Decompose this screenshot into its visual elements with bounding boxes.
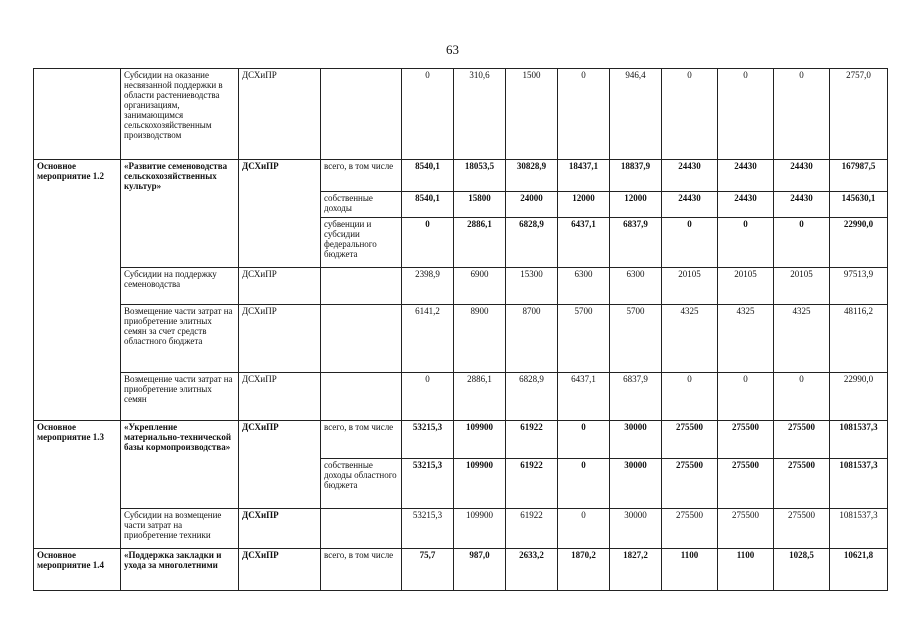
executor-cell: ДСХиПР [239,509,321,549]
value-cell: 0 [718,69,774,160]
value-cell: 8540,1 [402,192,454,218]
table-row [34,160,888,192]
executor-cell: ДСХиПР [239,69,321,160]
value-cell: 2398,9 [402,268,454,305]
value-cell: 0 [774,218,830,268]
value-cell: 1100 [662,549,718,591]
source-cell: собственные доходы областного бюджета [321,459,402,509]
value-cell: 1500 [506,69,558,160]
source-cell [321,268,402,305]
event-cell [34,69,121,160]
row-name: Субсидии на оказание несвязанной поддержки в области растениеводства организациям, занимающимся сельскохозяйственным производством [121,69,239,160]
value-cell: 53215,3 [402,459,454,509]
value-cell: 4325 [718,305,774,373]
table-row [34,421,888,459]
table-row [34,268,888,305]
row-name: Субсидии на возмещение части затрат на приобретение техники [121,509,239,549]
value-cell: 5700 [610,305,662,373]
value-cell: 53215,3 [402,421,454,459]
value-cell: 6141,2 [402,305,454,373]
value-cell: 2757,0 [830,69,888,160]
value-cell: 97513,9 [830,268,888,305]
table-row [34,509,888,549]
value-cell: 275500 [718,509,774,549]
value-cell: 24430 [718,192,774,218]
value-cell: 310,6 [454,69,506,160]
source-cell: всего, в том числе [321,421,402,459]
value-cell: 109900 [454,459,506,509]
value-cell: 18053,5 [454,160,506,192]
value-cell: 12000 [558,192,610,218]
value-cell: 0 [774,69,830,160]
value-cell: 61922 [506,459,558,509]
value-cell: 12000 [610,192,662,218]
value-cell: 8900 [454,305,506,373]
value-cell: 22990,0 [830,373,888,421]
source-cell [321,305,402,373]
value-cell: 1081537,3 [830,459,888,509]
value-cell: 24430 [774,160,830,192]
value-cell: 0 [718,218,774,268]
value-cell: 2633,2 [506,549,558,591]
event-title: Основное мероприятие 1.2 [34,160,121,421]
value-cell: 5700 [558,305,610,373]
value-cell: 0 [402,218,454,268]
row-name: Субсидии на поддержку семеноводства [121,268,239,305]
value-cell: 61922 [506,421,558,459]
source-cell: собственные доходы [321,192,402,218]
value-cell: 24430 [662,160,718,192]
value-cell: 1081537,3 [830,509,888,549]
value-cell: 18837,9 [610,160,662,192]
value-cell: 20105 [662,268,718,305]
value-cell: 6300 [610,268,662,305]
executor-cell: ДСХиПР [239,305,321,373]
value-cell: 75,7 [402,549,454,591]
value-cell: 24000 [506,192,558,218]
value-cell: 4325 [662,305,718,373]
value-cell: 6300 [558,268,610,305]
row-name: «Развитие семеноводства сельскохозяйственных культур» [121,160,239,268]
row-name: «Поддержка закладки и ухода за многолетними [121,549,239,591]
value-cell: 6900 [454,268,506,305]
executor-cell: ДСХиПР [239,373,321,421]
row-name: Возмещение части затрат на приобретение элитных семян [121,373,239,421]
value-cell: 53215,3 [402,509,454,549]
value-cell: 6437,1 [558,218,610,268]
budget-table [33,68,888,591]
value-cell: 1827,2 [610,549,662,591]
value-cell: 0 [662,69,718,160]
executor-cell: ДСХиПР [239,160,321,268]
value-cell: 109900 [454,509,506,549]
value-cell: 20105 [718,268,774,305]
value-cell: 275500 [662,421,718,459]
value-cell: 2886,1 [454,218,506,268]
value-cell: 275500 [718,459,774,509]
value-cell: 0 [718,373,774,421]
value-cell: 6828,9 [506,218,558,268]
value-cell: 275500 [718,421,774,459]
value-cell: 6837,9 [610,218,662,268]
value-cell: 0 [558,459,610,509]
value-cell: 1081537,3 [830,421,888,459]
value-cell: 987,0 [454,549,506,591]
value-cell: 0 [774,373,830,421]
row-name: «Укрепление материально-технической базы кормопроизводства» [121,421,239,509]
value-cell: 0 [402,373,454,421]
executor-cell: ДСХиПР [239,549,321,591]
value-cell: 24430 [718,160,774,192]
value-cell: 20105 [774,268,830,305]
source-cell: всего, в том числе [321,549,402,591]
value-cell: 275500 [662,459,718,509]
table-row [34,549,888,591]
value-cell: 24430 [774,192,830,218]
page-number: 63 [446,42,459,57]
value-cell: 61922 [506,509,558,549]
value-cell: 1028,5 [774,549,830,591]
value-cell: 275500 [774,509,830,549]
source-cell [321,69,402,160]
value-cell: 946,4 [610,69,662,160]
source-cell [321,509,402,549]
value-cell: 15800 [454,192,506,218]
value-cell: 30000 [610,421,662,459]
value-cell: 24430 [662,192,718,218]
value-cell: 30000 [610,509,662,549]
value-cell: 8540,1 [402,160,454,192]
value-cell: 6828,9 [506,373,558,421]
table-row [34,69,888,160]
executor-cell: ДСХиПР [239,268,321,305]
value-cell: 10621,8 [830,549,888,591]
source-cell: субвенции и субсидии федерального бюджета [321,218,402,268]
value-cell: 48116,2 [830,305,888,373]
value-cell: 22990,0 [830,218,888,268]
value-cell: 0 [662,218,718,268]
value-cell: 30828,9 [506,160,558,192]
value-cell: 1870,2 [558,549,610,591]
table-row [34,373,888,421]
value-cell: 4325 [774,305,830,373]
value-cell: 275500 [774,459,830,509]
value-cell: 145630,1 [830,192,888,218]
source-cell [321,373,402,421]
value-cell: 6837,9 [610,373,662,421]
event-title: Основное мероприятие 1.4 [34,549,121,591]
value-cell: 109900 [454,421,506,459]
value-cell: 0 [558,509,610,549]
row-name: Возмещение части затрат на приобретение элитных семян за счет средств областного бюджета [121,305,239,373]
table-row [34,305,888,373]
value-cell: 1100 [718,549,774,591]
value-cell: 0 [402,69,454,160]
value-cell: 2886,1 [454,373,506,421]
value-cell: 30000 [610,459,662,509]
value-cell: 18437,1 [558,160,610,192]
value-cell: 167987,5 [830,160,888,192]
value-cell: 6437,1 [558,373,610,421]
executor-cell: ДСХиПР [239,421,321,509]
value-cell: 0 [558,69,610,160]
value-cell: 275500 [774,421,830,459]
source-cell: всего, в том числе [321,160,402,192]
value-cell: 8700 [506,305,558,373]
event-title: Основное мероприятие 1.3 [34,421,121,549]
value-cell: 0 [662,373,718,421]
value-cell: 275500 [662,509,718,549]
value-cell: 0 [558,421,610,459]
value-cell: 15300 [506,268,558,305]
